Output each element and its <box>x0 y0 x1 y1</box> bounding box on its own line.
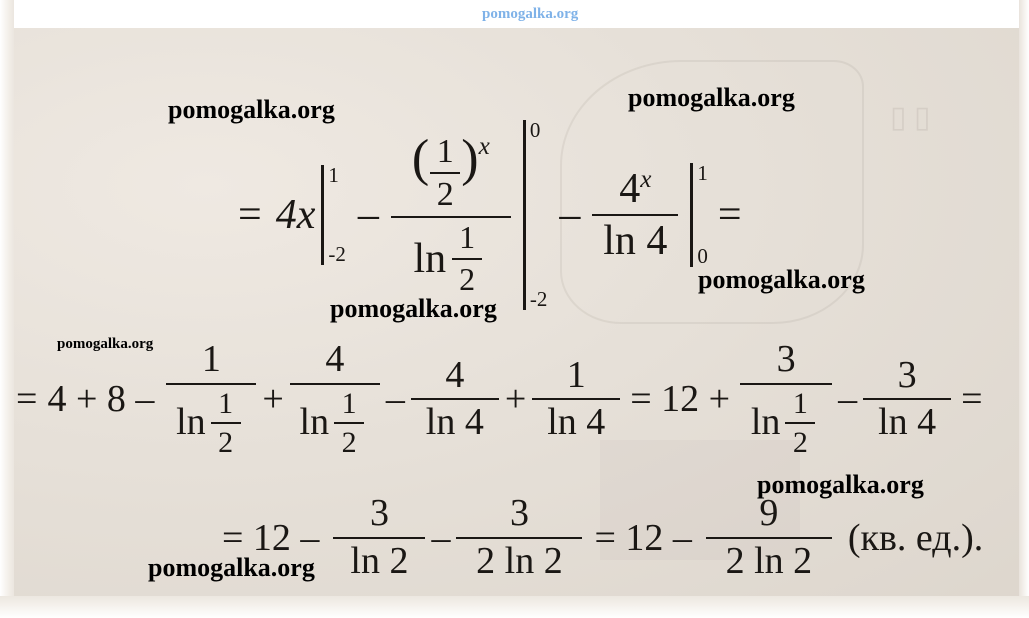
page-right-margin <box>1019 0 1029 618</box>
line2-f5-num: 3 <box>776 338 796 380</box>
line2-f2-den-num: 1 <box>341 386 357 420</box>
line3-f1-num: 3 <box>369 492 389 534</box>
watermark-7[interactable]: pomogalka.org <box>148 553 315 582</box>
line3-fraction-2 <box>456 494 582 582</box>
line1-fraction-3 <box>592 167 678 263</box>
line2-fraction-2 <box>290 340 380 459</box>
watermark-4[interactable]: pomogalka.org <box>330 294 497 323</box>
line3-f3-den: 2 ln 2 <box>725 539 813 582</box>
line2-f1-den-num: 1 <box>218 386 234 420</box>
line2-minus-1: – <box>385 378 405 421</box>
line2-equals-12: = 12 + <box>630 378 731 421</box>
line1-f3-den: ln 4 <box>603 218 668 264</box>
line3-f2-den: 2 ln 2 <box>476 539 563 582</box>
line1-equals: = <box>238 192 262 238</box>
line2-f2-den-den: 2 <box>341 426 357 460</box>
line1-f2-num-top: 1 <box>436 132 454 170</box>
line1-limit-upper-2: 0 <box>529 118 541 142</box>
line2-equals-end: = <box>961 378 983 421</box>
line3-f3-num: 9 <box>759 492 779 534</box>
math-line-3 <box>222 494 983 582</box>
line1-equals-end: = <box>717 192 742 238</box>
math-line-2 <box>16 340 983 459</box>
line1-f2-den-ln: ln <box>413 235 447 282</box>
line3-f1-den: ln 2 <box>350 539 409 582</box>
line1-eval-bars-2 <box>519 120 548 310</box>
line2-fraction-6 <box>863 353 951 444</box>
line2-f1-den-den: 2 <box>218 426 234 460</box>
page-left-margin <box>0 0 14 618</box>
line2-plus-2: + <box>504 378 527 421</box>
math-line-1 <box>238 120 742 310</box>
line3-minus: – <box>431 516 451 559</box>
watermark-3[interactable]: pomogalka.org <box>698 265 865 294</box>
line3-f2-num: 3 <box>509 492 529 534</box>
line2-f2-den-ln: ln <box>299 401 330 444</box>
line1-limit-lower-2: -2 <box>529 287 548 311</box>
line1-f2-den-num: 1 <box>459 219 476 256</box>
line2-f6-den: ln 4 <box>878 401 937 444</box>
line1-limit-upper-1: 1 <box>328 163 339 187</box>
line2-f3-den: ln 4 <box>425 401 484 444</box>
line2-f1-num: 1 <box>201 338 221 380</box>
watermark-6[interactable]: pomogalka.org <box>757 470 924 499</box>
line2-fraction-3 <box>411 353 499 444</box>
line2-minus-2: – <box>838 378 858 421</box>
line1-eval-bars-1 <box>317 165 346 265</box>
line2-fraction-5 <box>740 340 832 459</box>
watermark-top-link[interactable]: pomogalka.org <box>482 6 579 22</box>
line2-f6-num: 3 <box>897 353 917 396</box>
line3-units: (кв. ед.). <box>847 516 984 559</box>
line2-f4-num: 1 <box>566 353 586 396</box>
page-showthrough-artifact-2: ▯ ▯ <box>890 101 931 134</box>
watermark-5[interactable]: pomogalka.org <box>57 336 154 352</box>
line3-equals-12: = 12 – <box>594 516 692 559</box>
line1-limit-upper-3: 1 <box>697 161 708 185</box>
watermark-1[interactable]: pomogalka.org <box>168 95 335 124</box>
page-bottom-margin <box>0 596 1029 618</box>
line1-minus-2: – <box>559 192 581 238</box>
line1-fraction-2: ( $\frac{1}{2}$ ) x ln $\frac{1}{2}$ <box>391 134 511 297</box>
line3-fraction-3 <box>706 494 832 582</box>
line1-limit-lower-3: 0 <box>697 244 708 268</box>
line1-limit-lower-1: -2 <box>328 242 346 266</box>
line2-f5-den-num: 1 <box>792 386 808 420</box>
line1-term-4x: 4x <box>275 192 316 238</box>
line2-f3-num: 4 <box>445 353 465 396</box>
line1-f3-exponent: x <box>640 165 652 193</box>
line2-fraction-4 <box>532 353 620 444</box>
line1-f2-den-den: 2 <box>459 260 476 297</box>
line1-f2-num-bottom: 2 <box>436 176 454 214</box>
line3-equals: = 12 – <box>222 516 320 559</box>
line1-minus-1: – <box>357 192 379 238</box>
line2-f4-den: ln 4 <box>547 401 606 444</box>
watermark-2[interactable]: pomogalka.org <box>628 83 795 112</box>
line2-f1-den-ln: ln <box>176 401 206 444</box>
line3-fraction-1 <box>333 494 425 582</box>
line1-f2-exponent: x <box>478 132 490 160</box>
line2-f2-num: 4 <box>325 338 345 380</box>
line1-eval-bars-3 <box>686 163 708 267</box>
line2-plus-1: + <box>262 378 284 421</box>
line1-f3-num: 4 <box>619 165 641 212</box>
line2-equals: = <box>16 378 38 421</box>
line2-f5-den-den: 2 <box>792 426 808 460</box>
line2-a: 4 + 8 – <box>47 378 155 421</box>
line2-fraction-1 <box>166 340 256 459</box>
line2-f5-den-ln: ln <box>750 401 781 444</box>
